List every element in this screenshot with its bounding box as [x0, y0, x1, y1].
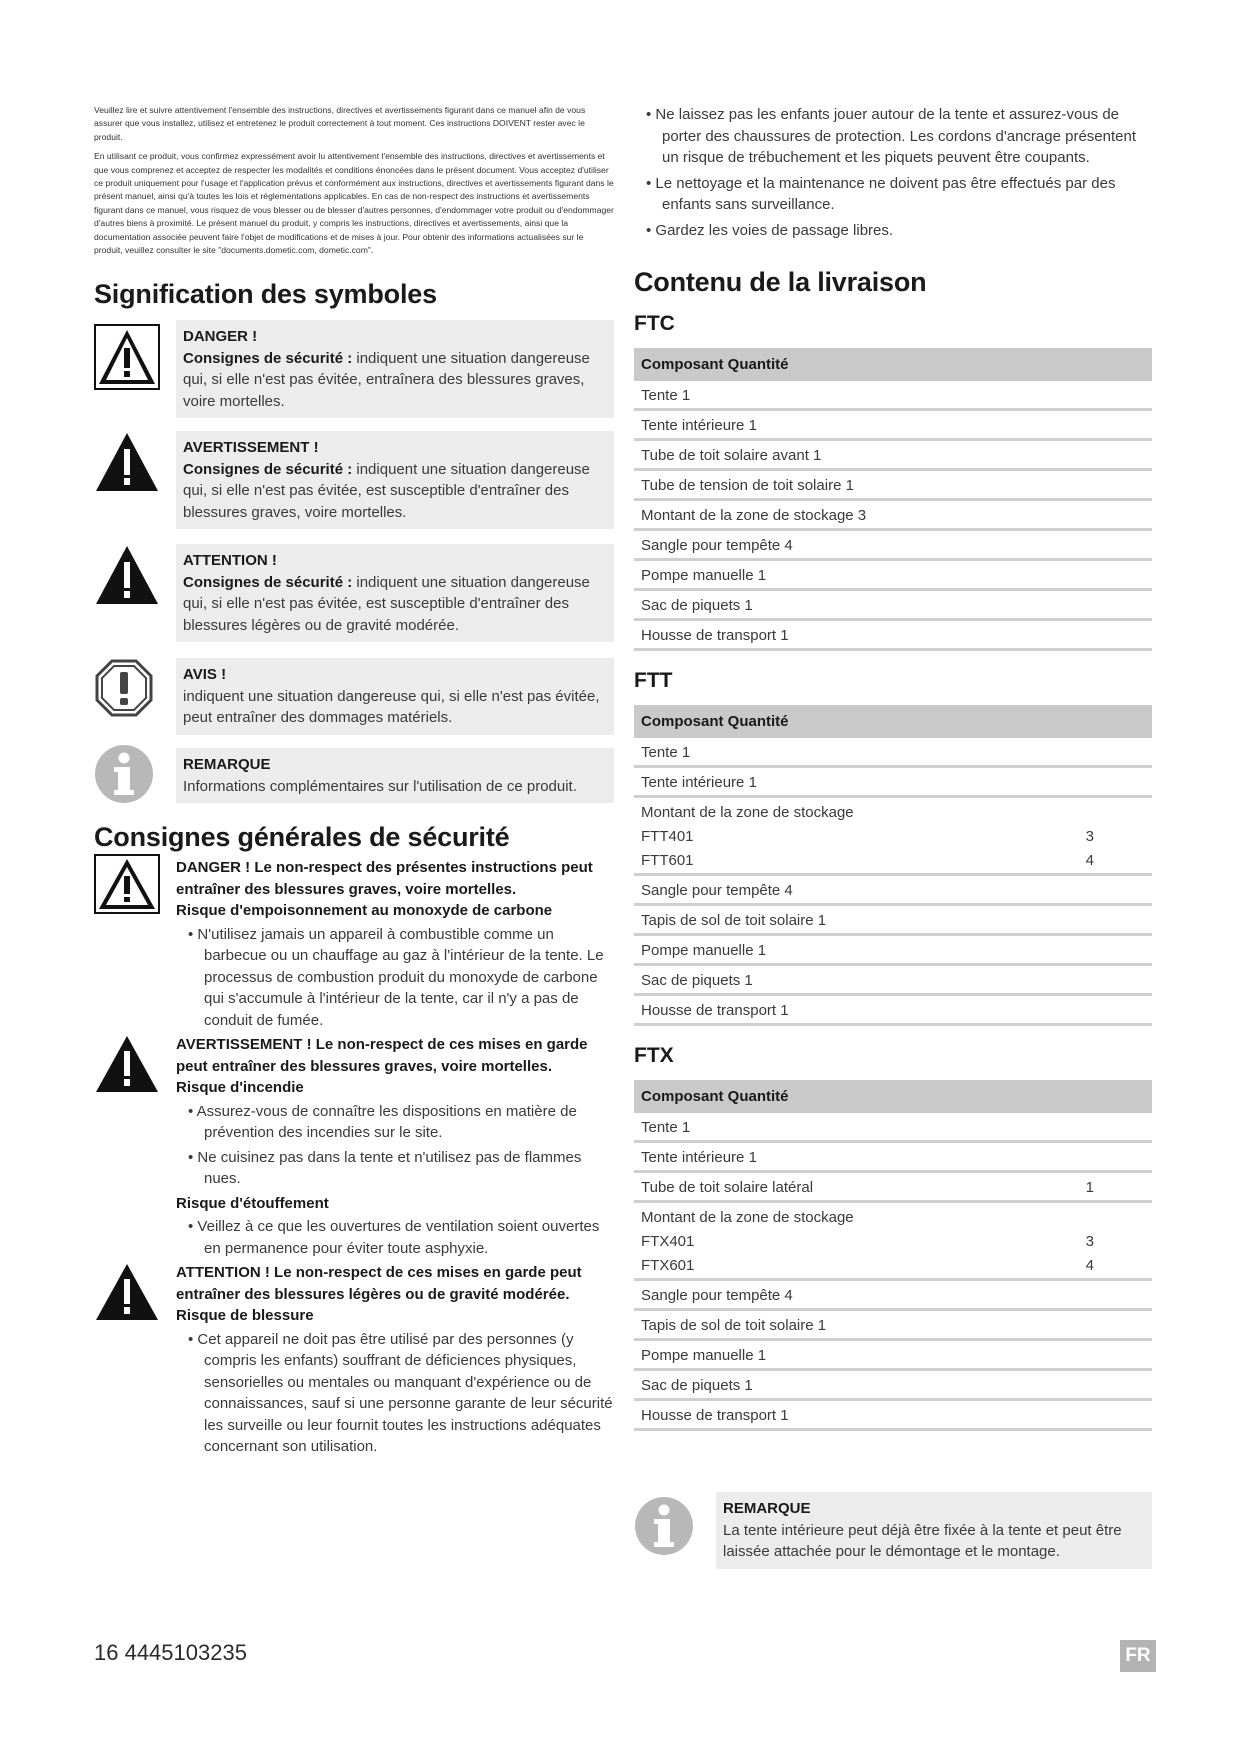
safety-caution-bullet: • Cet appareil ne doit pas être utilisé par des personnes (y compris les enfants) souffrant de déficiences physiques, sensorielles ou mentales ou manquant d'expérience ou de connaissances, sauf si une personne garante de leur sécurité les surveille ou leur fournit toutes les instructions adéquates concernant son utilisation. — [176, 1329, 614, 1458]
symbol-danger-label: Consignes de sécurité : — [183, 349, 353, 367]
language-badge: FR — [1120, 1640, 1156, 1672]
delivery-heading: Contenu de la livraison — [634, 267, 927, 297]
right-bullet-1: • Ne laissez pas les enfants jouer autour de la tente et assurez-vous de porter des chaussures de protection. Les cordons d'ancrage présentent un risque de trébuchement et les piquets peuvent être coupants. — [634, 104, 1152, 169]
safety-warning-head: AVERTISSEMENT ! Le non-respect de ces mises en garde peut entraîner des blessures graves, voire mortelles. — [176, 1036, 588, 1075]
table-row: Tapis de sol de toit solaire 1 — [634, 1310, 1152, 1340]
table-cell-qty: 3 — [1085, 827, 1094, 845]
table-row: Sangle pour tempête 4 — [634, 1280, 1152, 1310]
table-cell-qty: 1 — [1027, 1172, 1152, 1202]
table-row: Pompe manuelle 1 — [634, 935, 1152, 965]
warning-triangle-icon — [94, 431, 160, 497]
danger-warning-icon — [94, 854, 160, 914]
safety-warning-bullet-1: • Assurez-vous de connaître les dispositions en matière de prévention des incendies sur le site. — [176, 1101, 614, 1144]
ftt-table — [634, 705, 1152, 1026]
intro-paragraph-1: Veuillez lire et suivre attentivement l'ensemble des instructions, directives et avertissements figurant dans ce manuel afin de vous assurer que vous installez, utilisez et entretenez le produit correctement à tout moment. Ces instructions DOIVENT rester avec le produit. — [94, 105, 586, 142]
symbol-notice-box — [176, 658, 614, 735]
table-row: Tente 1 — [634, 738, 1152, 767]
safety-warning-bullet-2: • Ne cuisinez pas dans la tente et n'utilisez pas de flammes nues. — [176, 1147, 614, 1190]
symbol-note-box — [176, 748, 614, 803]
safety-caution-head: ATTENTION ! Le non-respect de ces mises en garde peut entraîner des blessures légères ou de gravité modérée. — [176, 1264, 582, 1303]
left-column — [94, 104, 614, 1461]
danger-warning-icon — [94, 324, 160, 390]
table-row: Tente 1 — [634, 1113, 1152, 1142]
table-row: Tente intérieure 1 — [634, 1142, 1152, 1172]
table-row: Housse de transport 1 — [634, 1400, 1152, 1430]
symbol-notice-title: AVIS ! — [183, 666, 227, 684]
symbol-warning-title: AVERTISSEMENT ! — [183, 439, 319, 457]
symbol-caution-box — [176, 544, 614, 642]
ftx-title: FTX — [634, 1044, 674, 1067]
safety-warning-risk-suffocation: Risque d'étouffement — [176, 1194, 329, 1212]
table-cell-qty: 4 — [1027, 846, 1152, 875]
right-bullet-3: • Gardez les voies de passage libres. — [634, 220, 1152, 242]
table-row: Tente intérieure 1 — [634, 767, 1152, 797]
caution-triangle-icon — [94, 1262, 160, 1322]
symbol-caution-text: indiquent une situation dangereuse qui, si elle n'est pas évitée, est susceptible d'entraîner des blessures légères ou de gravité modérée. — [183, 573, 590, 634]
table-row: Tapis de sol de toit solaire 1 — [634, 905, 1152, 935]
table-row: Sangle pour tempête 4 — [634, 875, 1152, 905]
table-row: Sangle pour tempête 4 — [634, 530, 1152, 560]
safety-danger-bullet: • N'utilisez jamais un appareil à combustible comme un barbecue ou un chauffage au gaz à l'intérieur de la tente. Le processus de combustion produit du monoxyde de carbone qui s'accumule à l'intérieur de la tente, car il n'y a pas de conduit de fumée. — [176, 924, 614, 1032]
table-cell-model: FTT601 — [634, 846, 1027, 875]
symbol-warning-box — [176, 431, 614, 529]
symbol-note-text: Informations complémentaires sur l'utilisation de ce produit. — [183, 777, 577, 795]
table-row: Montant de la zone de stockage — [641, 803, 854, 821]
safety-warning-bullet-3: • Veillez à ce que les ouvertures de ventilation soient ouvertes en permanence pour éviter toute asphyxie. — [176, 1216, 614, 1259]
safety-warning — [94, 1034, 614, 1259]
table-row: Montant de la zone de stockage — [641, 1208, 854, 1226]
symbol-caution-label: Consignes de sécurité : — [183, 573, 353, 591]
intro-paragraph-2: En utilisant ce produit, vous confirmez expressément avoir lu attentivement l'ensemble des instructions, directives et avertissements et que vous comprenez et acceptez de respecter les modalités et conditions énoncées dans le présent document. Vous acceptez d'utiliser ce produit uniquement pour l'usage et l'application prévus et conformément aux instructions, directives et avertissements figurant dans le présent manuel, ainsi qu'à toutes les lois et réglementations applicables. En cas de non-respect des instructions et avertissements figurant dans ce manuel, vous risquez de vous blesser ou de blesser d'autres personnes, d'endommager votre produit ou d'endommager d'autres biens à proximité. Le présent manuel du produit, y compris les instructions, directives et avertissements, ainsi que la documentation associée peuvent faire l'objet de modifications et de mises à jour. Pour obtenir des informations actualisées sur le produit, veuillez consulter le site "documents.dometic.com, dometic.com". — [94, 151, 614, 256]
table-row: Pompe manuelle 1 — [634, 1340, 1152, 1370]
ftx-table-header: Composant Quantité — [634, 1080, 1152, 1113]
safety-warning-risk-fire: Risque d'incendie — [176, 1079, 304, 1097]
info-icon — [94, 744, 154, 804]
table-cell-model: FTT401 — [641, 827, 694, 845]
symbol-danger — [94, 320, 614, 431]
table-row: Tente intérieure 1 — [634, 410, 1152, 440]
delivery-note-box — [716, 1492, 1152, 1569]
table-row: Tente 1 — [634, 381, 1152, 410]
ftc-title: FTC — [634, 312, 675, 335]
symbol-warning-label: Consignes de sécurité : — [183, 460, 353, 478]
caution-triangle-icon — [94, 544, 160, 610]
table-cell-model: FTX401 — [641, 1232, 695, 1250]
ftt-table-header: Composant Quantité — [634, 705, 1152, 738]
notice-octagon-icon — [94, 658, 154, 718]
table-row: Housse de transport 1 — [634, 995, 1152, 1025]
symbol-danger-text: indiquent une situation dangereuse qui, si elle n'est pas évitée, entraînera des blessures graves, voire mortelles. — [183, 349, 590, 410]
ftt-title: FTT — [634, 669, 673, 692]
symbol-notice-text: indiquent une situation dangereuse qui, si elle n'est pas évitée, peut entraîner des dommages matériels. — [183, 687, 600, 727]
symbol-caution-title: ATTENTION ! — [183, 552, 277, 570]
symbol-note-title: REMARQUE — [183, 756, 271, 774]
table-row: Montant de la zone de stockage 3 — [634, 500, 1152, 530]
symbol-danger-box — [176, 320, 614, 418]
table-cell-qty: 4 — [1027, 1251, 1152, 1280]
page-number: 16 4445103235 — [94, 1640, 247, 1665]
table-cell-component: Tube de toit solaire latéral — [634, 1172, 1027, 1202]
table-row: Sac de piquets 1 — [634, 1370, 1152, 1400]
warning-triangle-icon — [94, 1034, 160, 1094]
safety-danger — [94, 857, 614, 1031]
ftc-table-header: Composant Quantité — [634, 348, 1152, 381]
symbol-warning-text: indiquent une situation dangereuse qui, si elle n'est pas évitée, est susceptible d'entraîner des blessures graves, voire mortelles. — [183, 460, 590, 521]
table-row: Sac de piquets 1 — [634, 965, 1152, 995]
symbol-note — [94, 748, 614, 826]
safety-caution — [94, 1262, 614, 1458]
safety-heading: Consignes générales de sécurité — [94, 822, 510, 853]
ftx-table — [634, 1080, 1152, 1431]
safety-caution-risk: Risque de blessure — [176, 1307, 314, 1325]
table-row: Housse de transport 1 — [634, 620, 1152, 650]
symbol-notice — [94, 658, 614, 748]
symbol-danger-title: DANGER ! — [183, 328, 258, 346]
table-cell-model: FTX601 — [634, 1251, 1027, 1280]
info-icon — [634, 1496, 694, 1556]
symbol-caution — [94, 544, 614, 658]
delivery-note-text: La tente intérieure peut déjà être fixée à la tente et peut être laissée attachée pour le démontage et le montage. — [723, 1521, 1122, 1560]
table-row: Sac de piquets 1 — [634, 590, 1152, 620]
table-row: Pompe manuelle 1 — [634, 560, 1152, 590]
right-bullet-2: • Le nettoyage et la maintenance ne doivent pas être effectués par des enfants sans surveillance. — [634, 173, 1152, 216]
safety-danger-risk: Risque d'empoisonnement au monoxyde de carbone — [176, 902, 553, 920]
symbol-warning — [94, 431, 614, 544]
delivery-note-title: REMARQUE — [723, 1500, 811, 1517]
right-column — [634, 104, 1152, 1431]
intro-text — [94, 104, 614, 257]
table-row: Tube de toit solaire avant 1 — [634, 440, 1152, 470]
table-cell-qty: 3 — [1085, 1232, 1094, 1250]
safety-danger-head: DANGER ! Le non-respect des présentes instructions peut entraîner des blessures graves, voire mortelles. — [176, 859, 593, 898]
symbols-heading: Signification des symboles — [94, 279, 437, 310]
ftc-table — [634, 348, 1152, 651]
table-row: Tube de tension de toit solaire 1 — [634, 470, 1152, 500]
